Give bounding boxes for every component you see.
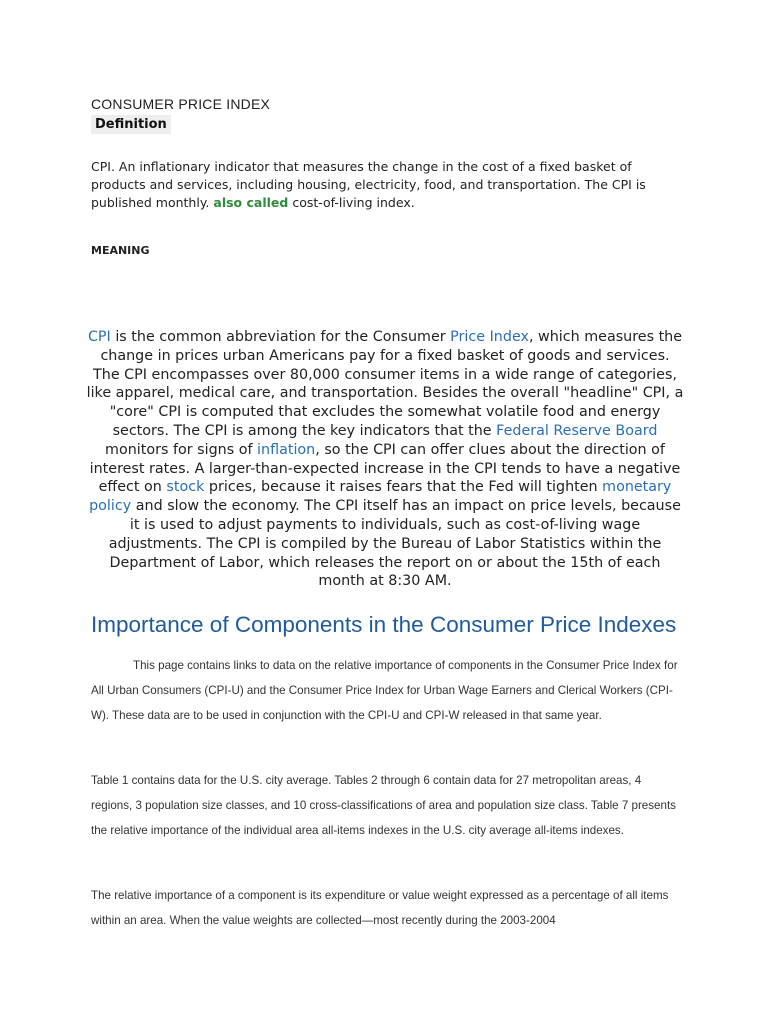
definition-label: Definition bbox=[91, 115, 171, 134]
meaning-text: , so the CPI can offer clues about the direction of interest rates. A larger-than-expected increase in the CPI tends to have a negative effect on bbox=[89, 441, 681, 496]
importance-paragraph-2: Table 1 contains data for the U.S. city average. Tables 2 through 6 contain data for 27 metropolitan areas, 4 regions, 3 population size classes, and 10 cross-classifications of area and population size class. Table 7 presents the relative importance of the individual area all-items indexes in the U.S. city average all-items indexes. bbox=[91, 774, 676, 837]
also-called-label: also called bbox=[213, 195, 289, 210]
definition-text-part: cost-of-living index. bbox=[288, 195, 415, 210]
link-cpi[interactable]: CPI bbox=[87, 329, 111, 345]
importance-heading: Importance of Components in the Consumer Price Indexes bbox=[91, 612, 677, 637]
importance-paragraph-3: The relative importance of a component is its expenditure or value weight expressed as a percentage of all items within an area. When the value weights are collected—most recently during the 2003-2004 bbox=[91, 889, 669, 927]
paragraph-text: This page contains links to data on the relative importance of components in the Consumer Price Index for All Urban Consumers (CPI-U) and the Consumer Price Index for Urban Wage Earners and Clerical Workers (CPI-W). These data are to be used in conjunction with the CPI-U and CPI-W released in that same year. bbox=[91, 659, 678, 722]
link-inflation[interactable]: inflation bbox=[257, 441, 316, 458]
meaning-label: MEANING bbox=[91, 244, 150, 257]
definition-text bbox=[91, 158, 681, 212]
link-monetary-policy[interactable]: monetary policy bbox=[89, 479, 672, 515]
meaning-text: monitors for signs of bbox=[105, 441, 258, 458]
meaning-text: prices, because it raises fears that the Fed will tighten bbox=[204, 479, 603, 496]
meaning-text: is the common abbreviation for the Consumer bbox=[110, 329, 451, 345]
link-federal-reserve-board[interactable]: Federal Reserve Board bbox=[496, 422, 658, 439]
page-title: CONSUMER PRICE INDEX bbox=[91, 96, 271, 112]
meaning-text: and slow the economy. The CPI itself has an impact on price levels, because it is used to adjust payments to individuals, such as cost-of-living wage adjustments. The CPI is compiled by the Bureau of Labor Statistics within the Department of Labor, which releases the report on or about the 15th of each month at 8:30 AM. bbox=[108, 498, 681, 590]
importance-paragraph-1 bbox=[91, 653, 681, 728]
meaning-paragraph bbox=[85, 328, 685, 591]
link-price-index[interactable]: Price Index bbox=[450, 329, 529, 345]
link-stock[interactable]: stock bbox=[166, 479, 205, 496]
meaning-text: , which measures the change in prices urban Americans pay for a fixed basket of goods and services. The CPI encompasses over 80,000 consumer items in a wide range of categories, like apparel, medical care, and transportation. Besides the overall "headline" CPI, a "core" CPI is computed that excludes the somewhat volatile food and energy sectors. The CPI is among the key indicators that the bbox=[86, 329, 684, 439]
definition-text-part: CPI. An inflationary indicator that measures the change in the cost of a fixed basket of products and services, including housing, electricity, food, and transportation. The CPI is published monthly. bbox=[91, 159, 646, 210]
